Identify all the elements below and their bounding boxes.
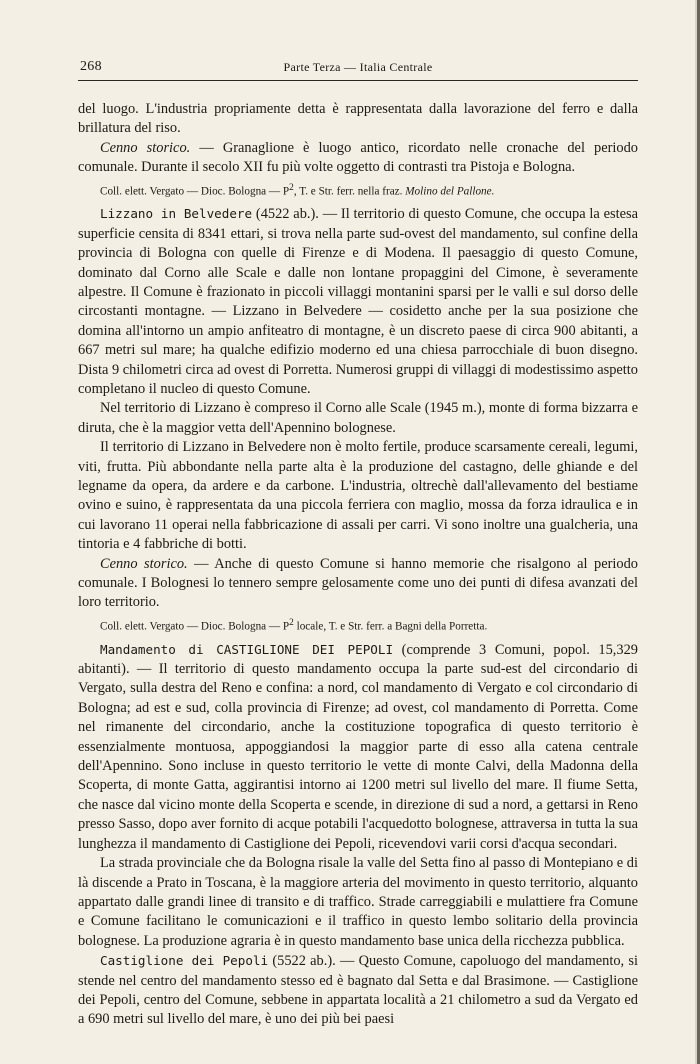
paragraph-continuation: del luogo. L'industria propriamente detta è rappresentata dalla lavorazione del ferro e dalla brillatura del riso. xyxy=(78,101,638,137)
paragraph-lizzano-economy: Il territorio di Lizzano in Belvedere non è molto fertile, produce scarsamente cereali, legumi, viti, frutta. Più abbondante nella parte alta è la produzione del castagno, delle ghiande e del legname da opera, da ardere e da carbone. L'industria, oltrechè dall'allevamento del bestiame ovino e suino, è rappresentata da una piccola ferriera con maglio, mossa da forza idraulica e in cui lavorano 11 operai nella fabbricazione di assali per carri. Vi sono inoltre una gualcheria, una tintoria e 4 fabbriche di botti. xyxy=(78,439,638,553)
page-header xyxy=(78,56,638,78)
paragraph-cenno-storico-lizzano: Cenno storico. — Anche di questo Comune si hanno memorie che risalgono al periodo comunale. I Bolognesi lo tennero sempre gelosamente come uno dei punti di difesa avanzati del loro territorio. xyxy=(78,555,638,611)
electoral-note-lizzano: Coll. elett. Vergato — Dioc. Bologna — $P^2$ locale, T. e Str. ferr. a Bagni della Porretta. xyxy=(100,617,488,633)
electoral-note-granaglione: Coll. elett. Vergato — Dioc. Bologna — $P^2$, T. e Str. ferr. nella fraz. Molino del Pallone. xyxy=(100,182,495,198)
cenno-storico-label: Cenno storico. xyxy=(100,555,188,572)
running-title: Parte Terza — Italia Centrale xyxy=(283,60,433,74)
paragraph-corno-alle-scale: Nel territorio di Lizzano è compreso il Corno alle Scale (1945 m.), monte di forma bizzarra e diruta, che è la maggior vetta dell'Apennino bolognese. xyxy=(78,400,638,436)
paragraph-cenno-storico-granaglione: Cenno storico. — Granaglione è luogo antico, ricordato nelle cronache del periodo comunale. Durante il secolo XII fu più volte oggetto di contrasti tra Pistoja e Bologna. xyxy=(78,139,638,176)
paragraph-strada-provinciale: La strada provinciale che da Bologna risale la valle del Setta fino al passo di Montepiano e di là discende a Prato in Toscana, è la maggiore arteria del movimento in questo territorio, alquanto appartato dalle grandi linee di transito e di traffico. Strade carreggiabili e mulattiere fra Comune e Comune facilitano le comunicazioni e il traffico in questo lembo solitario della provincia bolognese. La produzione agraria è in questo mandamento base unica della ricchezza pubblica. xyxy=(78,855,638,949)
paragraph-castiglione-comune: Castiglione dei Pepoli (5522 ab.). — Questo Comune, capoluogo del mandamento, si stende nel centro del mandamento stesso ed è bagnato dal Setta e dal Brasimone. — Castiglione dei Pepoli, centro del Comune, sebbene in appartata località a 21 chilometro a sud da Vergato ed a 690 metri sul livello del mare, è uno dei più bei paesi xyxy=(78,953,638,1028)
entry-heading: Lizzano in Belvedere xyxy=(100,206,253,222)
paragraph-mandamento-castiglione: Mandamento di CASTIGLIONE DEI PEPOLI (comprende 3 Comuni, popol. 15,329 abitanti). — Il territorio di questo mandamento occupa la parte sud-est del circondario di Vergato, sulla destra del Reno e confina: a nord, col mandamento di Vergato e col circondario di Bologna; ad est e sud, colla provincia di Firenze; ad ovest, col mandamento di Porretta. Come nel rimanente del circondario, anche la costituzione topografica di questo territorio è essenzialmente montuosa, appoggiandosi la maggior parte di esso alla catena centrale dell'Apennino. Sono incluse in questo territorio le vette di monte Calvi, della Madonna della Scoperta, di monte Gatta, aggirantisi intorno ai 1200 metri sul livello del mare. Il fiume Setta, che nasce dal vicino monte della Scoperta e scende, in direzione di sud a nord, a gettarsi in Reno presso Sasso, dopo aver fornito di acque potabili l'acquedotto bolognese, attraversa in tutta la sua lunghezza il mandamento di Castiglione dei Pepoli, ricevendovi varii corsi d'acqua secondari. xyxy=(78,641,638,852)
page-body xyxy=(78,100,638,1030)
entry-heading: Mandamento di CASTIGLIONE DEI PEPOLI xyxy=(100,641,394,657)
entry-heading: Castiglione dei Pepoli xyxy=(100,953,269,969)
paragraph-lizzano: Lizzano in Belvedere (4522 ab.). — Il territorio di questo Comune, che occupa la estesa superficie censita di 8341 ettari, si trova nella parte sud-ovest del mandamento, sul confine della provincia di Bologna con quelle di Firenze e di Modena. Il paesaggio di questo Comune, dominato dal Corno alle Scale e dalle non lontane propaggini del Cimone, è severamente alpestre. Il Comune è frazionato in piccoli villaggi montanini sparsi per le valli e sul dorso delle circostanti montagne. — Lizzano in Belvedere — cosidetto anche per la sua posizione che domina all'intorno un ampio anfiteatro di montagne, è un discreto paese di circa 900 abitanti, a 667 metri sul mare; ha qualche edifizio moderno ed una chiesa parrocchiale di buon disegno. Dista 9 chilometri circa ad ovest di Porretta. Numerosi gruppi di villaggi di modestissimo aspetto completano il nucleo di questo Comune. xyxy=(78,206,638,398)
cenno-storico-label: Cenno storico. xyxy=(100,139,191,156)
page-number: 268 xyxy=(80,59,102,74)
header-rule xyxy=(78,80,638,81)
